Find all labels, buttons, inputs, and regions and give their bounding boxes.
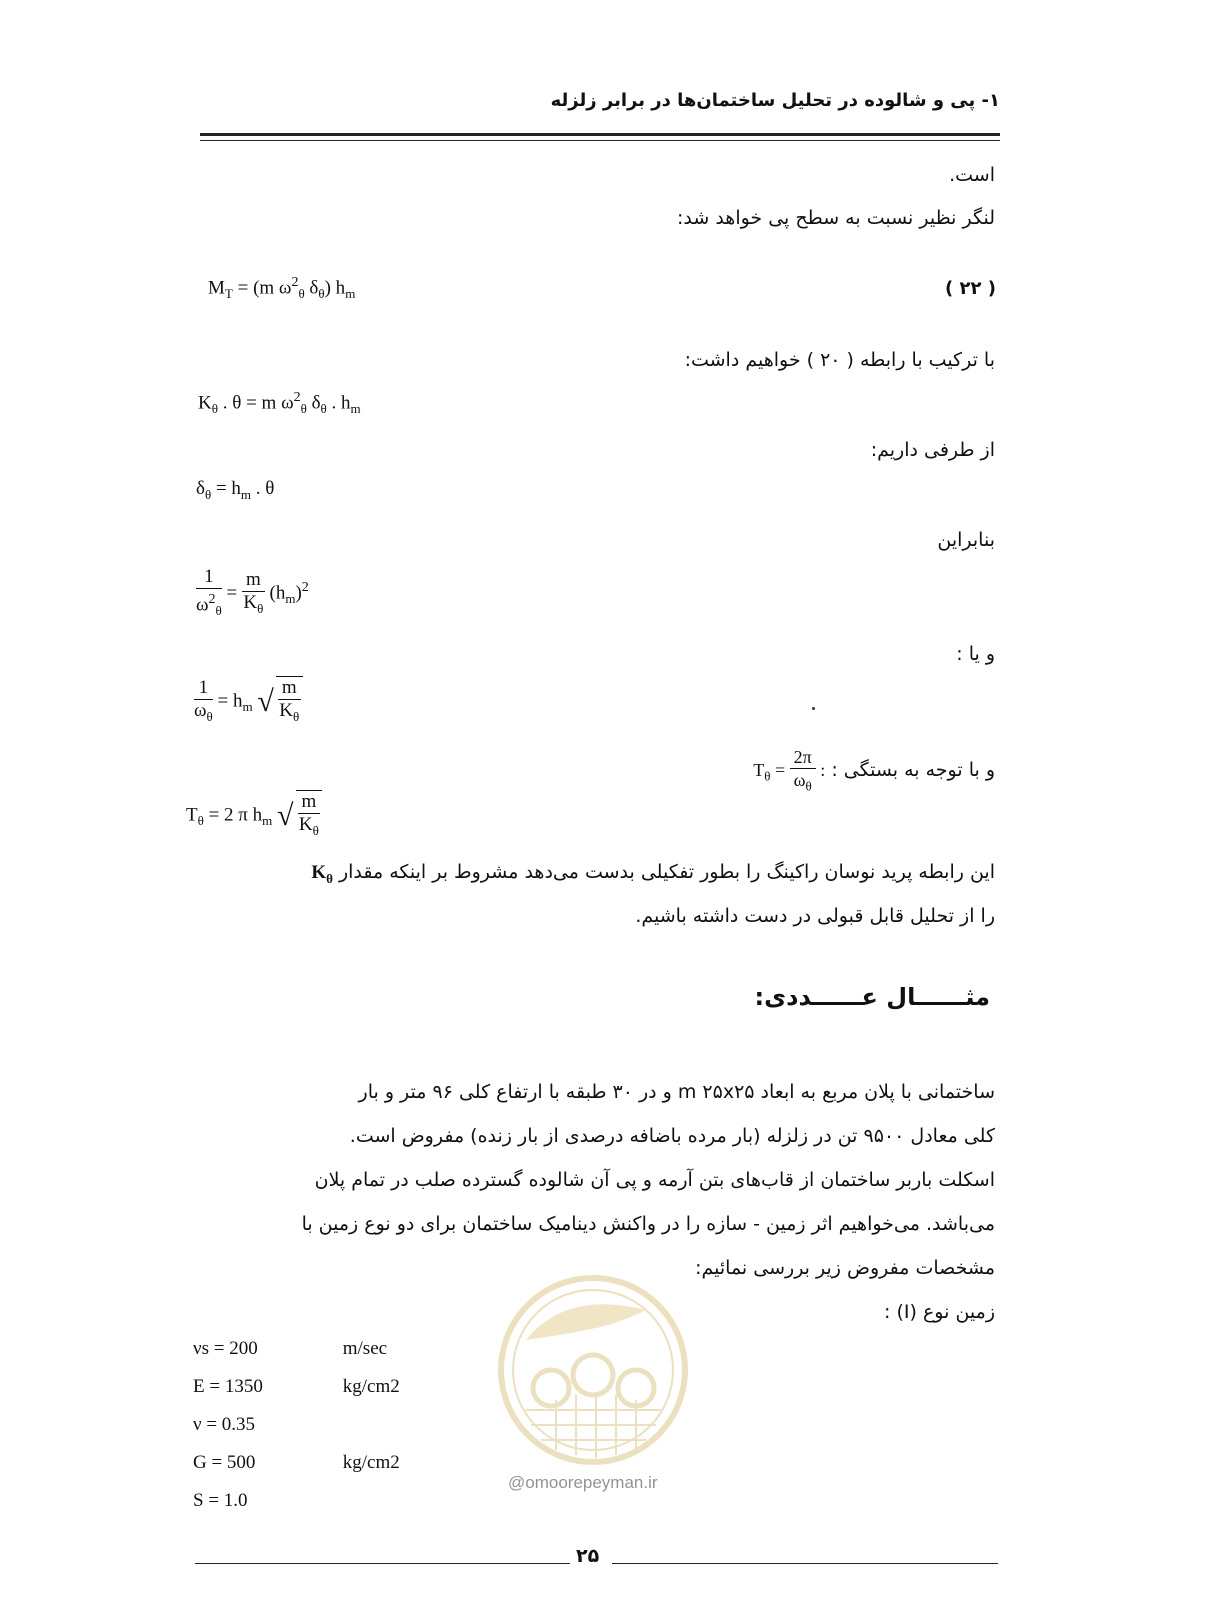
- section-heading: مثــــــال عــــــددی:: [754, 983, 990, 1011]
- text-line: با ترکیب با رابطه ( ۲۰ ) خواهیم داشت:: [684, 349, 995, 371]
- equation-delta: $\delta_\theta = h_m$ . θ: [196, 478, 275, 502]
- param-unit: kg/cm2: [342, 1452, 400, 1473]
- header-rule-thin: [200, 140, 1000, 141]
- equation-period: $T_\theta = 2$ π $h_m$ √ $\frac{m}{K_\theta}$: [186, 790, 322, 842]
- param-row: [193, 1414, 338, 1436]
- text-line: بنابراین: [937, 529, 995, 551]
- footer-rule-left: [195, 1563, 570, 1564]
- text-line: ساختمانی با پلان مربع به ابعاد m ۲۵x۲۵ و در ۳۰ طبقه با ارتفاع کلی ۹۶ متر و بار: [358, 1081, 995, 1103]
- param-unit: m/sec: [342, 1338, 388, 1359]
- soil-type-label: زمین نوع (I) :: [884, 1301, 995, 1323]
- param-row: [193, 1490, 338, 1512]
- text-line-with-symbol: [195, 852, 995, 899]
- equation-number: ( ۲۲ ): [945, 278, 996, 299]
- param-row: [193, 1376, 400, 1398]
- param-name: S = 1.0: [193, 1490, 248, 1511]
- text-span: این رابطه پرید نوسان راکینگ را بطور تفکیلی بدست می‌دهد مشروط بر اینکه مقدار: [338, 861, 995, 883]
- footer-rule-right: [612, 1563, 998, 1564]
- symbol-k-theta: $K_\theta$: [311, 862, 333, 886]
- text-line: مشخصات مفروض زیر بررسی نمائیم:: [695, 1257, 995, 1279]
- param-name: G = 500: [193, 1452, 256, 1473]
- page-number: ۲۵: [576, 1545, 600, 1567]
- param-name: E = 1350: [193, 1376, 263, 1397]
- text-line: و یا :: [956, 643, 995, 665]
- param-row: [193, 1452, 400, 1474]
- param-name: νs = 200: [193, 1338, 258, 1359]
- param-name: ν = 0.35: [193, 1414, 256, 1435]
- equation-omega-squared: $\frac{1}{\omega^2_\theta}$ = $\frac{m}{K_\theta}$ $(h_m)^2$: [196, 566, 309, 619]
- equation-moment-balance: $K_\theta$ . θ = m $\omega^2_\theta$ $\delta_\theta$ . $h_m$: [198, 390, 361, 417]
- equation-omega: $\frac{1}{\omega_\theta}$ = $h_m$ √ $\frac{m}{K_\theta}$: [194, 676, 303, 728]
- text-span: و با توجه به بستگی :: [831, 758, 995, 781]
- text-line: کلی معادل ۹۵۰۰ تن در زلزله (بار مرده باضافه درصدی از بار زنده) مفروض است.: [349, 1125, 995, 1147]
- param-row: [193, 1338, 387, 1360]
- text-line: اسکلت باربر ساختمان از قاب‌های بتن آرمه و پی آن شالوده گسترده صلب در تمام پلان: [314, 1169, 995, 1191]
- header-rule-thick: [200, 133, 1000, 136]
- text-line: لنگر نظیر نسبت به سطح پی خواهد شد:: [677, 207, 995, 229]
- param-unit: kg/cm2: [342, 1376, 400, 1397]
- seal-logo-icon: [496, 1270, 690, 1490]
- text-line: از طرفی داریم:: [870, 439, 995, 461]
- text-line: را از تحلیل قابل قبولی در دست داشته باشیم.: [635, 905, 995, 927]
- text-line: می‌باشد. می‌خواهیم اثر زمین - سازه را در واکنش دینامیک ساختمان برای دو نوع زمین با: [301, 1213, 995, 1235]
- speck: [812, 707, 815, 710]
- watermark-text: @omoorepeyman.ir: [508, 1473, 658, 1492]
- text-line: است.: [949, 164, 995, 186]
- page-header-title: ۱- پی و شالوده در تحلیل ساختمان‌ها در برابر زلزله: [550, 90, 1000, 111]
- equation-22: $M_T = (m$ $\omega^2_\theta$ $\delta_\theta$) $h_m$: [208, 275, 356, 302]
- inline-formula-period: $T_\theta$ = $\frac{2\pi}{\omega_\theta}$ :: [753, 747, 826, 794]
